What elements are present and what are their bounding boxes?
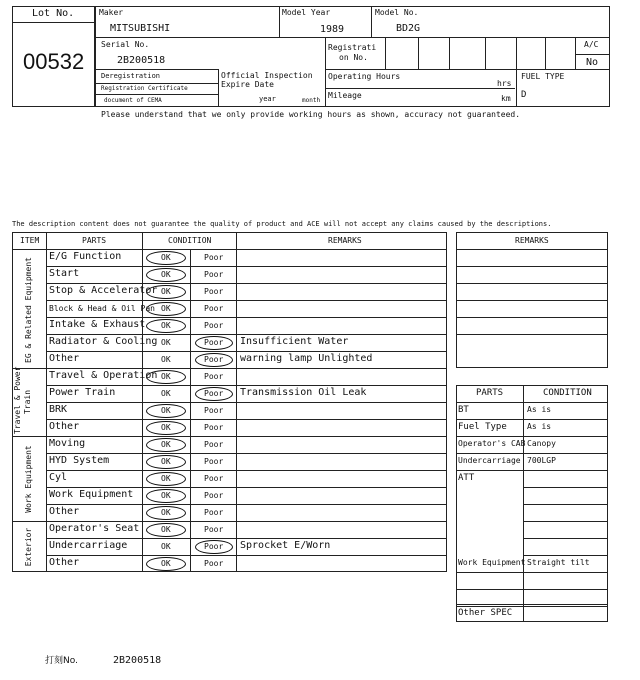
spec-row — [0, 504, 610, 521]
remarks-line — [456, 334, 608, 335]
ok-option: OK — [161, 508, 171, 517]
spec-row — [0, 453, 610, 470]
stamp-label: 打刻No. — [45, 656, 78, 666]
table-row — [0, 266, 447, 283]
col-parts: PARTS — [82, 236, 107, 245]
ok-option: OK — [161, 372, 171, 381]
serial-value: 2B200518 — [117, 55, 166, 66]
spec-part: Operator's CAB — [458, 439, 526, 448]
model-year-value: 1989 — [320, 24, 345, 35]
row-part: Intake & Exhaust — [49, 319, 146, 330]
model-no-label: Model No. — [375, 8, 419, 17]
poor-option: Poor — [204, 474, 224, 483]
group-label-travel-1: Travel & Power — [13, 366, 22, 434]
spec-part: Fuel Type — [458, 422, 507, 432]
ok-option: OK — [161, 440, 171, 449]
right-remarks-title: REMARKS — [515, 236, 549, 245]
km-label: km — [501, 94, 511, 103]
ok-option: OK — [161, 474, 171, 483]
ok-option: OK — [161, 491, 171, 500]
selected-condition-circle — [146, 302, 186, 316]
model-no-value: BD2G — [396, 23, 421, 34]
dereg-label: Deregistration — [101, 72, 161, 80]
poor-option: Poor — [204, 440, 224, 449]
ok-option: OK — [161, 457, 171, 466]
selected-condition-circle — [146, 251, 186, 265]
poor-option: Poor — [204, 457, 224, 466]
group-label-eg: EG & Related Equipment — [24, 257, 33, 363]
row-part: Other — [49, 506, 80, 517]
selected-condition-circle — [146, 285, 186, 299]
group-label-travel-2: Train — [23, 389, 32, 415]
table-row — [0, 283, 447, 300]
spec-row — [0, 436, 610, 453]
selected-condition-circle — [195, 336, 233, 350]
poor-option: Poor — [204, 287, 224, 296]
row-part: Start — [49, 268, 80, 279]
remarks-line — [456, 283, 608, 284]
ok-option: OK — [161, 542, 171, 551]
spec-row — [0, 572, 610, 589]
selected-condition-circle — [146, 370, 186, 384]
other-spec-label: Other SPEC — [458, 608, 513, 618]
table-row — [0, 351, 447, 368]
row-part: Other — [49, 353, 80, 364]
selected-condition-circle — [195, 387, 233, 401]
stamp-value: 2B200518 — [113, 655, 162, 666]
maker-value: MITSUBISHI — [110, 23, 171, 34]
row-part: Moving — [49, 438, 86, 449]
model-year-label: Model Year — [282, 8, 331, 17]
spec-value: 700LGP — [527, 456, 556, 465]
row-part: Operator's Seat — [49, 523, 140, 534]
col-condition: CONDITION — [168, 236, 212, 245]
fuel-type-value: D — [521, 90, 527, 100]
row-part: E/G Function — [49, 251, 122, 262]
spec-row — [0, 538, 610, 555]
row-remark: Transmission Oil Leak — [240, 387, 367, 398]
month-label: month — [302, 97, 321, 104]
fuel-type-label: FUEL TYPE — [521, 72, 565, 81]
col-remarks: REMARKS — [328, 236, 362, 245]
poor-option: Poor — [204, 559, 224, 568]
poor-option: Poor — [204, 406, 224, 415]
poor-option: Poor — [204, 542, 224, 551]
row-part: Work Equipment — [49, 489, 134, 500]
ok-option: OK — [161, 321, 171, 330]
row-part: Travel & Operation — [49, 370, 158, 381]
spec-value: Straight tilt — [527, 558, 590, 567]
poor-option: Poor — [204, 423, 224, 432]
remarks-line — [456, 300, 608, 301]
ok-option: OK — [161, 559, 171, 568]
poor-option: Poor — [204, 491, 224, 500]
serial-label: Serial No. — [101, 40, 150, 49]
working-hours-note: Please understand that we only provide working hours as shown, accuracy not guaranteed. — [101, 110, 521, 119]
ok-option: OK — [161, 525, 171, 534]
table-row — [0, 249, 447, 266]
ok-option: OK — [161, 423, 171, 432]
ok-option: OK — [161, 389, 171, 398]
spec-row — [0, 402, 610, 419]
table-row — [0, 385, 447, 402]
ac-value: No — [586, 57, 599, 68]
group-label-exterior: Exterior — [24, 527, 33, 567]
poor-option: Poor — [204, 321, 224, 330]
lot-label: Lot No. — [32, 8, 75, 19]
row-part: Other — [49, 421, 80, 432]
table-row — [0, 317, 447, 334]
col-item: ITEM — [20, 236, 40, 245]
poor-option: Poor — [204, 508, 224, 517]
spec-row — [0, 555, 610, 572]
remarks-line — [456, 266, 608, 267]
spec-part: BT — [458, 405, 469, 415]
row-remark: warning lamp Unlighted — [240, 353, 373, 364]
hrs-label: hrs — [497, 79, 512, 88]
row-part: Other — [49, 557, 80, 568]
group-label-work: Work Equipment — [24, 445, 33, 513]
poor-option: Poor — [204, 355, 224, 364]
table-row — [0, 334, 447, 351]
row-part: Undercarriage — [49, 540, 128, 551]
row-part: Block & Head & Oil Pan — [49, 304, 155, 313]
spec-value: As is — [527, 405, 552, 414]
poor-option: Poor — [204, 270, 224, 279]
spec-col-condition: CONDITION — [543, 388, 592, 398]
spec-row — [0, 606, 610, 623]
spec-part: Undercarriage — [458, 456, 521, 465]
spec-row — [0, 470, 610, 487]
cema-label: document of CEMA — [104, 97, 162, 104]
ok-option: OK — [161, 355, 171, 364]
spec-row — [0, 521, 610, 538]
registration-label-2: on No. — [339, 53, 368, 62]
operating-hours-label: Operating Hours — [328, 72, 401, 81]
year-label: year — [259, 95, 276, 103]
disclaimer-text: The description content does not guarantee the quality of product and ACE will not accept any claims caused by the descriptions. — [12, 220, 552, 228]
spec-value: Canopy — [527, 439, 556, 448]
inspection-label-2: Expire Date — [221, 80, 274, 89]
row-part: Power Train — [49, 387, 116, 398]
poor-option: Poor — [204, 253, 224, 262]
poor-option: Poor — [204, 525, 224, 534]
row-part: Radiator & Cooling — [49, 336, 158, 347]
spec-row — [0, 487, 610, 504]
row-part: BRK — [49, 404, 68, 415]
ok-option: OK — [161, 287, 171, 296]
selected-condition-circle — [146, 319, 186, 333]
poor-option: Poor — [204, 389, 224, 398]
selected-condition-circle — [195, 353, 233, 367]
ok-option: OK — [161, 406, 171, 415]
maker-label: Maker — [99, 8, 124, 17]
mileage-label: Mileage — [328, 91, 362, 100]
lot-number: 00532 — [23, 49, 85, 74]
inspection-label-1: Official Inspection — [221, 71, 313, 80]
row-remark: Insufficient Water — [240, 336, 349, 347]
spec-value: As is — [527, 422, 552, 431]
row-remark: Sprocket E/Worn — [240, 540, 331, 551]
ok-option: OK — [161, 338, 171, 347]
remarks-line — [456, 317, 608, 318]
spec-part: Work Equipment — [458, 558, 526, 567]
row-part: Stop & Accelerator — [49, 285, 158, 296]
poor-option: Poor — [204, 304, 224, 313]
reg-cert-label: Registration Certificate — [101, 85, 188, 92]
selected-condition-circle — [146, 268, 186, 282]
ac-label: A/C — [584, 40, 599, 49]
row-part: Cyl — [49, 472, 68, 483]
poor-option: Poor — [204, 372, 224, 381]
spec-col-parts: PARTS — [476, 388, 504, 398]
remarks-line — [456, 249, 608, 250]
row-part: HYD System — [49, 455, 110, 466]
ok-option: OK — [161, 304, 171, 313]
spec-row — [0, 419, 610, 436]
ok-option: OK — [161, 270, 171, 279]
table-row — [0, 300, 447, 317]
ok-option: OK — [161, 253, 171, 262]
poor-option: Poor — [204, 338, 224, 347]
spec-part: ATT — [458, 473, 475, 483]
registration-label-1: Registrati — [328, 43, 377, 52]
table-row — [0, 368, 447, 385]
